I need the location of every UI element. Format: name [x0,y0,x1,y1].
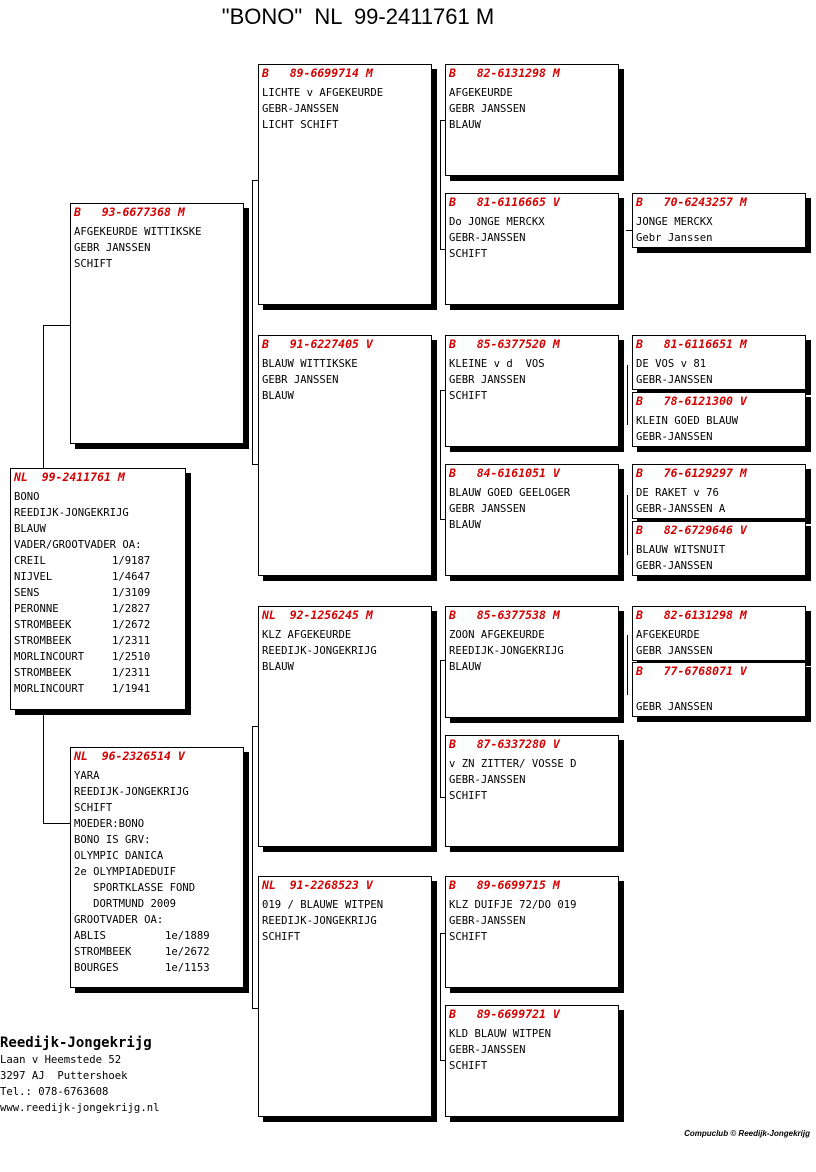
ring-number: B 91-6227405 V [262,337,373,351]
pedigree-card-gen4 [632,193,806,248]
card-line: REEDIJK-JONGEKRIJG [14,507,129,519]
ring-number: B 82-6131298 M [636,608,747,622]
card-line: GEBR-JANSSEN [449,232,526,244]
result-row [14,585,182,601]
pedigree-card-dam-sire [258,606,432,847]
result-row [14,601,182,617]
result-value: 1e/1153 [165,962,210,974]
result-row [74,960,240,976]
ring-number: B 70-6243257 M [636,195,747,209]
card-line: BLAUW WITSNUIT [636,544,726,556]
card-line: AFGEKEURDE [636,629,700,641]
card-line: ZOON AFGEKEURDE [449,629,545,641]
result-place: STROMBEEK [14,635,72,647]
pedigree-card-gen3 [445,876,619,988]
pedigree-card-sire-sire [258,64,432,305]
card-line: SCHIFT [74,802,113,814]
ring-number: B 93-6677368 M [74,205,185,219]
card-line: 2e OLYMPIADEDUIF [74,866,177,878]
result-place: STROMBEEK [14,667,72,679]
card-line: KLEIN GOED BLAUW [636,415,739,427]
result-value: 1/2672 [112,619,151,631]
connector-line [252,726,253,1009]
pedigree-card-dam-dam [258,876,432,1117]
result-value: 1/1941 [112,683,151,695]
result-row [14,681,182,697]
ring-number: B 89-6699721 V [449,1007,560,1021]
result-row [14,553,182,569]
result-row [14,665,182,681]
card-line: YARA [74,770,100,782]
card-line: SCHIFT [449,390,488,402]
ring-number: B 82-6729646 V [636,523,747,537]
card-line: BLAUW [262,390,294,402]
card-line: BONO [14,491,40,503]
result-place: SENS [14,587,40,599]
card-line: SCHIFT [74,258,113,270]
card-line: KLZ AFGEKEURDE [262,629,352,641]
card-line: v ZN ZITTER/ VOSSE D [449,758,577,770]
ring-number: B 81-6116665 V [449,195,560,209]
card-line: SPORTKLASSE FOND [74,882,196,894]
card-line: AFGEKEURDE WITTIKSKE [74,226,202,238]
card-line: VADER/GROOTVADER OA: [14,539,142,551]
card-line: AFGEKEURDE [449,87,513,99]
card-line: SCHIFT [449,790,488,802]
connector-line [43,710,44,823]
connector-line [627,495,628,555]
result-place: PERONNE [14,603,59,615]
ring-number: B 85-6377538 M [449,608,560,622]
card-line: SCHIFT [262,931,301,943]
card-line: MOEDER:BONO [74,818,145,830]
phone-line: Tel.: 078-6763608 [0,1086,109,1098]
result-place: STROMBEEK [74,946,132,958]
card-line: GEBR-JANSSEN [636,431,713,443]
result-value: 1/2311 [112,635,151,647]
result-value: 1/4647 [112,571,151,583]
result-value: 1/2827 [112,603,151,615]
pedigree-card-gen4 [632,606,806,661]
page-title: "BONO" NL 99-2411761 M [221,4,495,29]
address-line: 3297 AJ Puttershoek [0,1070,128,1082]
card-line: GEBR JANSSEN [449,374,526,386]
result-value: 1e/1889 [165,930,210,942]
pedigree-card-sire-dam [258,335,432,576]
pedigree-card-gen3 [445,64,619,176]
result-row [74,928,240,944]
result-row [14,633,182,649]
pedigree-card-gen3 [445,464,619,576]
pedigree-card-gen3 [445,735,619,847]
ring-number: B 84-6161051 V [449,466,560,480]
result-row [14,649,182,665]
card-line: LICHTE v AFGEKEURDE [262,87,384,99]
card-line: SCHIFT [449,931,488,943]
address-line: Laan v Heemstede 52 [0,1054,122,1066]
card-line: SCHIFT [449,1060,488,1072]
card-line: GEBR JANSSEN [74,242,151,254]
result-value: 1/2510 [112,651,151,663]
credit-text: Compuclub © Reedijk-Jongekrijg [684,1129,810,1138]
ring-number: B 78-6121300 V [636,394,747,408]
card-line: GEBR-JANSSEN [449,915,526,927]
card-line: REEDIJK-JONGEKRIJG [449,645,564,657]
card-line: GEBR-JANSSEN [449,1044,526,1056]
card-line: BLAUW [449,661,481,673]
pedigree-card-gen3 [445,1005,619,1117]
result-value: 1/2311 [112,667,151,679]
result-place: MORLINCOURT [14,651,85,663]
card-line: REEDIJK-JONGEKRIJG [262,645,377,657]
card-line: 019 / BLAUWE WITPEN [262,899,384,911]
card-line: DE VOS v 81 [636,358,707,370]
card-line: GEBR-JANSSEN [262,103,339,115]
card-line: GEBR-JANSSEN A [636,503,726,515]
connector-line [440,660,441,798]
ring-number: B 76-6129297 M [636,466,747,480]
ring-number: NL 92-1256245 M [262,608,373,622]
result-value: 1e/2672 [165,946,210,958]
card-line: REEDIJK-JONGEKRIJG [262,915,377,927]
result-place: CREIL [14,555,46,567]
card-line: JONGE MERCKX [636,216,713,228]
card-line: KLZ DUIFJE 72/DO 019 [449,899,577,911]
connector-line [440,933,441,1061]
pedigree-card-gen3 [445,193,619,305]
ring-number: B 89-6699714 M [262,66,373,80]
result-place: MORLINCOURT [14,683,85,695]
card-line: GEBR JANSSEN [449,503,526,515]
card-line: BLAUW [262,661,294,673]
ring-number: B 81-6116651 M [636,337,747,351]
card-line: BLAUW GOED GEELOGER [449,487,571,499]
card-line: BONO IS GRV: [74,834,151,846]
result-value: 1/9187 [112,555,151,567]
ring-number: B 89-6699715 M [449,878,560,892]
ring-number: NL 96-2326514 V [74,749,185,763]
pedigree-card-sire [70,203,244,444]
pedigree-card-gen4 [632,335,806,390]
card-line: KLEINE v d VOS [449,358,545,370]
result-value: 1/3109 [112,587,151,599]
card-line: LICHT SCHIFT [262,119,339,131]
card-line: GEBR JANSSEN [636,701,713,713]
card-line: Do JONGE MERCKX [449,216,545,228]
result-row [74,944,240,960]
card-line: OLYMPIC DANICA [74,850,164,862]
pedigree-card-gen3 [445,335,619,447]
card-line: DE RAKET v 76 [636,487,719,499]
result-row [14,569,182,585]
pedigree-card-gen3 [445,606,619,718]
card-line: BLAUW [449,119,481,131]
card-line: GEBR JANSSEN [636,645,713,657]
connector-line [440,390,441,520]
connector-line [627,635,628,695]
connector-line [627,365,628,425]
card-line: KLD BLAUW WITPEN [449,1028,552,1040]
ring-number: B 82-6131298 M [449,66,560,80]
card-line: Gebr Janssen [636,232,713,244]
ring-number: NL 91-2268523 V [262,878,373,892]
result-place: BOURGES [74,962,119,974]
card-line: DORTMUND 2009 [74,898,177,910]
breeder-address [0,1034,159,1116]
connector-line [43,325,44,468]
card-line: BLAUW WITTIKSKE [262,358,358,370]
card-line: GEBR-JANSSEN [636,560,713,572]
card-line: GROOTVADER OA: [74,914,164,926]
card-line: GEBR-JANSSEN [449,774,526,786]
connector-line [440,120,441,250]
card-line: BLAUW [449,519,481,531]
breeder-name: Reedijk-Jongekrijg [0,1035,152,1051]
card-line: GEBR JANSSEN [449,103,526,115]
card-line [636,683,802,699]
pedigree-card-gen4 [632,521,806,576]
ring-number: B 87-6337280 V [449,737,560,751]
card-line: SCHIFT [449,248,488,260]
ring-number: NL 99-2411761 M [14,470,125,484]
ring-number: B 85-6377520 M [449,337,560,351]
connector-line [43,823,70,824]
connector-line [43,325,70,326]
card-line: BLAUW [14,523,46,535]
card-line: REEDIJK-JONGEKRIJG [74,786,189,798]
ring-number: B 77-6768071 V [636,664,747,678]
result-place: STROMBEEK [14,619,72,631]
pedigree-card-subject [10,468,186,710]
result-row [14,617,182,633]
card-line: GEBR JANSSEN [262,374,339,386]
website-link[interactable]: www.reedijk-jongekrijg.nl [0,1102,160,1114]
pedigree-card-gen4 [632,662,806,717]
result-place: ABLIS [74,930,106,942]
pedigree-card-gen4 [632,464,806,519]
connector-line [252,180,253,465]
card-line: GEBR-JANSSEN [636,374,713,386]
pedigree-card-gen4 [632,392,806,447]
pedigree-card-dam [70,747,244,988]
result-place: NIJVEL [14,571,53,583]
